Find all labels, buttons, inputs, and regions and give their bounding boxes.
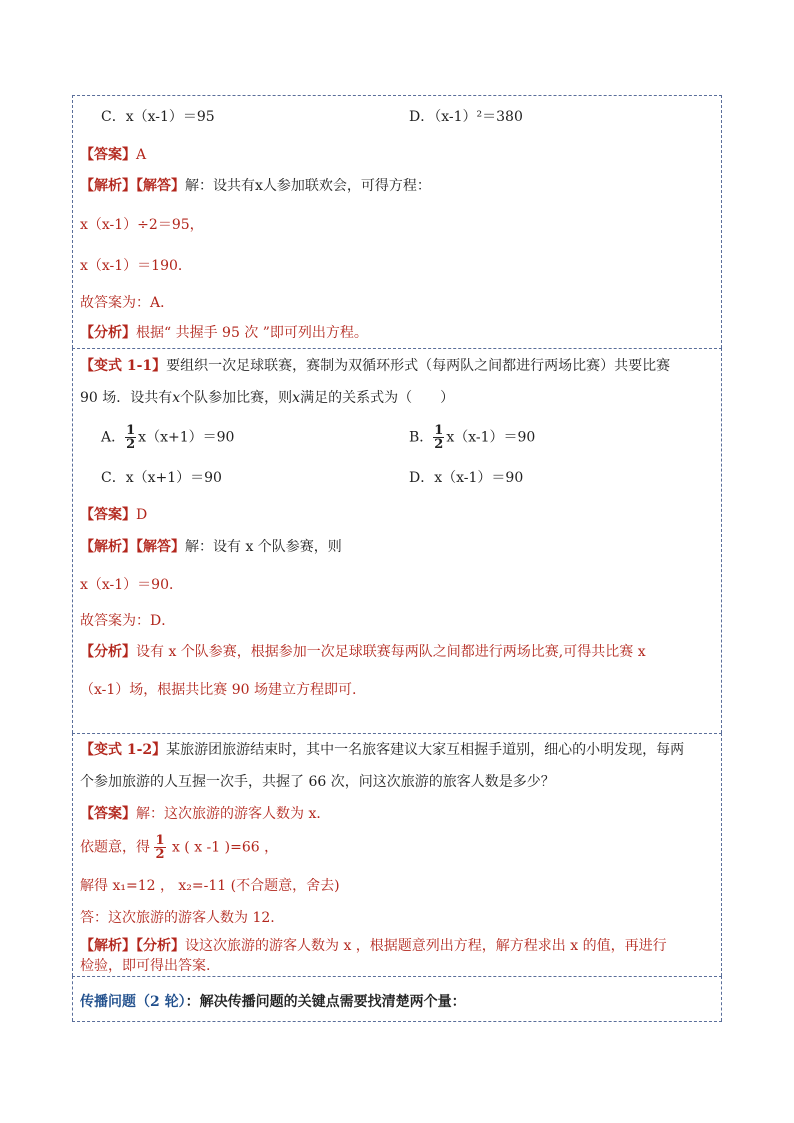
analysis-tag: 【解析】【分析】	[80, 938, 185, 954]
fenxi-text-1: 设有 x 个队参赛，根据参加一次足球联赛每两队之间都进行两场比赛,可得共比赛 x	[136, 644, 646, 660]
variable-x: x	[292, 390, 301, 406]
answer-line	[80, 505, 147, 525]
question-text-2b: 个队参加比赛，则	[180, 390, 293, 406]
answer-line	[80, 145, 146, 165]
analysis-text-2: 检验，即可得出答案.	[80, 958, 211, 974]
answer-value: D	[136, 507, 148, 523]
fraction-one-half: $\frac{1}{2}$	[155, 833, 165, 862]
variable-x: x	[172, 390, 181, 406]
equation-2: x（x-1）＝190．	[80, 258, 192, 274]
answer-tag: 【答案】	[80, 806, 136, 822]
fenxi-text: 根据“ 共握手 95 次 ”即可列出方程。	[136, 325, 368, 341]
answer-line	[80, 804, 330, 824]
fraction-one-half: $\frac{1}{2}$	[126, 423, 136, 452]
question-text-2a: 90 场．设共有	[80, 390, 173, 406]
option-c: C．x（x-1）＝95	[101, 109, 215, 125]
analysis-text: 解：设有 x 个队参赛，则	[185, 539, 342, 555]
section-heading	[80, 992, 466, 1012]
fenxi-tag: 【分析】	[80, 325, 136, 341]
option-a-label: A．	[101, 429, 126, 446]
option-d: D．（x-1）²＝380	[409, 109, 523, 125]
fenxi-line-1	[80, 642, 646, 662]
equation-1: x（x-1）＝90．	[80, 577, 183, 593]
question-line-1	[80, 356, 670, 376]
solution-line: 解得 x₁=12 ， x₂=-11 (不合题意，舍去)	[80, 878, 340, 894]
variant-tag: 【变式 1-1】	[80, 358, 167, 374]
conclusion: 故答案为：A．	[80, 295, 175, 311]
question-text-1: 某旅游团旅游结束时，其中一名旅客建议大家互相握手道别，细心的小明发现，每两	[166, 742, 685, 758]
analysis-line	[80, 176, 431, 196]
fraction-one-half: $\frac{1}{2}$	[434, 423, 444, 452]
answer-value: A	[136, 147, 147, 163]
section-heading-text: ：解决传播问题的关键点需要找清楚两个量：	[185, 994, 466, 1010]
question-line-1	[80, 740, 684, 760]
equation-body: x ( x -1 )=66 ，	[171, 839, 279, 856]
frame-bottom-border	[72, 1021, 722, 1022]
answer-text: 解：这次旅游的游客人数为 x．	[136, 806, 331, 822]
option-b-label: B．	[409, 429, 434, 446]
question-line-2	[80, 388, 454, 408]
analysis-line	[80, 537, 342, 557]
analysis-text-1: 设这次旅游的游客人数为 x ，根据题意列出方程，解方程求出 x 的值，再进行	[185, 938, 667, 954]
section-heading-title: 传播问题（2 轮）	[80, 994, 186, 1010]
option-b	[409, 424, 535, 451]
conclusion: 故答案为：D．	[80, 613, 176, 629]
analysis-text: 解：设共有x人参加联欢会，可得方程：	[185, 178, 431, 194]
question-text-1: 要组织一次足球联赛，赛制为双循环形式（每两队之间都进行两场比赛）共要比赛	[166, 358, 671, 374]
final-answer-line: 答：这次旅游的游客人数为 12.	[80, 910, 275, 926]
fenxi-line	[80, 323, 368, 343]
analysis-line-1	[80, 936, 667, 956]
equation-line	[80, 834, 278, 861]
analysis-tag: 【解析】【解答】	[80, 178, 185, 194]
analysis-tag: 【解析】【解答】	[80, 539, 185, 555]
fenxi-tag: 【分析】	[80, 644, 136, 660]
option-d: D．x（x-1）＝90	[409, 470, 524, 486]
equation-prefix: 依题意，得	[80, 839, 150, 856]
option-a	[101, 424, 234, 451]
question-line-2: 个参加旅游的人互握一次手，共握了 66 次，问这次旅游的旅客人数是多少？	[80, 774, 555, 790]
fenxi-text-2: （x-1）场，根据共比赛 90 场建立方程即可.	[80, 682, 357, 698]
question-text-2c: 满足的关系式为（ ）	[300, 390, 455, 406]
option-b-expr: x（x-1）＝90	[446, 429, 536, 446]
answer-tag: 【答案】	[80, 507, 136, 523]
option-a-expr: x（x+1）＝90	[138, 429, 235, 446]
variant-tag: 【变式 1-2】	[80, 742, 167, 758]
equation-1: x（x-1）÷2＝95，	[80, 217, 204, 233]
option-c: C．x（x+1）＝90	[101, 470, 222, 486]
answer-tag: 【答案】	[80, 147, 136, 163]
